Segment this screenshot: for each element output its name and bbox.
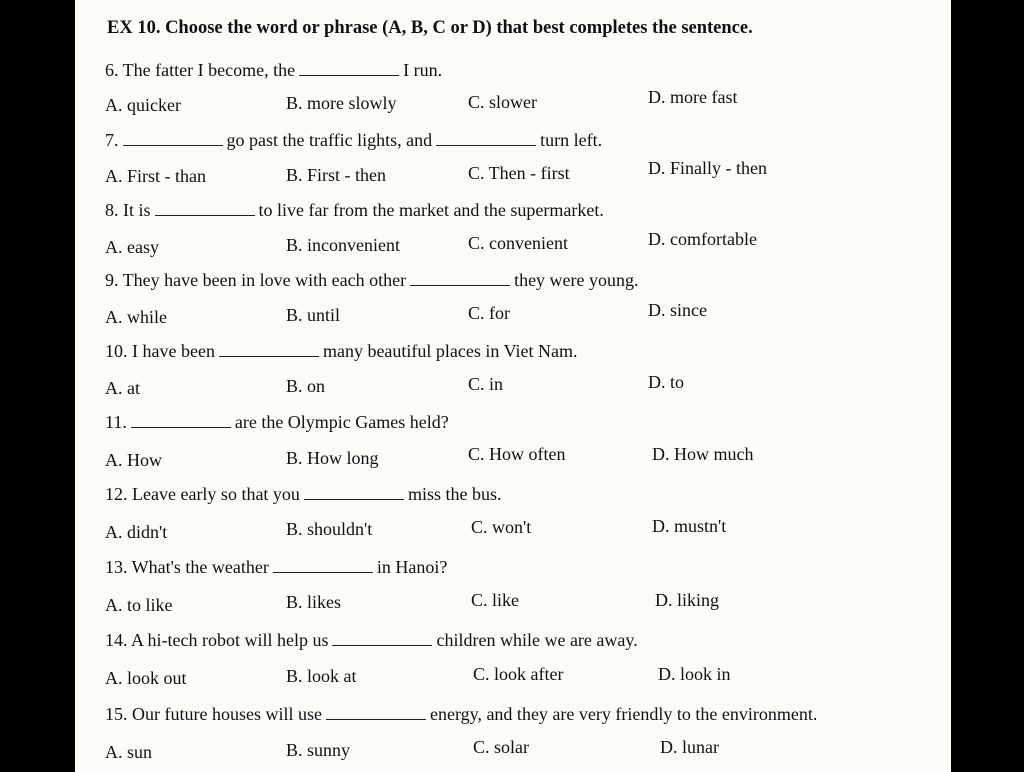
question-text: 14. A hi-tech robot will help us	[105, 630, 329, 650]
question-text: children while we are away.	[436, 630, 638, 650]
option-c: C. How often	[468, 444, 566, 464]
option-d: D. comfortable	[648, 229, 757, 249]
question-13	[105, 557, 447, 578]
option-d: D. liking	[655, 590, 720, 610]
question-10	[105, 341, 577, 362]
answer-blank	[436, 131, 536, 146]
option-c: C. for	[468, 303, 510, 323]
question-6	[105, 60, 442, 81]
question-text: 10. I have been	[105, 341, 215, 361]
question-text: to live far from the market and the supermarket.	[258, 200, 604, 220]
option-a: A. First - than	[105, 166, 206, 186]
option-a: A. at	[105, 378, 140, 398]
option-c: C. in	[468, 374, 504, 394]
option-c: C. look after	[473, 664, 564, 684]
option-d: D. since	[648, 300, 707, 320]
question-text: 6. The fatter I become, the	[105, 60, 296, 80]
answer-blank	[131, 413, 231, 428]
question-text: 9. They have been in love with each other	[105, 270, 407, 290]
option-c: C. solar	[473, 737, 529, 757]
option-d: D. mustn't	[652, 516, 727, 536]
option-a: A. look out	[105, 668, 187, 688]
option-b: B. more slowly	[286, 93, 397, 113]
option-d: D. to	[648, 372, 684, 392]
option-c: C. won't	[471, 517, 532, 537]
answer-blank	[123, 131, 223, 146]
option-d: D. look in	[658, 664, 731, 684]
question-text: are the Olympic Games held?	[234, 412, 449, 432]
option-d: D. Finally - then	[648, 158, 767, 178]
answer-blank	[155, 201, 255, 216]
question-15	[105, 704, 817, 725]
question-text: 15. Our future houses will use	[105, 704, 322, 724]
option-b: B. shouldn't	[286, 519, 373, 539]
question-text: energy, and they are very friendly to the environment.	[429, 704, 818, 724]
question-text: turn left.	[540, 130, 603, 150]
option-a: A. while	[105, 307, 167, 327]
option-d: D. more fast	[648, 87, 738, 107]
option-a: A. sun	[105, 742, 153, 762]
worksheet-page	[75, 0, 951, 772]
answer-blank	[219, 342, 319, 357]
option-a: A. How	[105, 450, 162, 470]
answer-blank	[304, 485, 404, 500]
question-text: miss the bus.	[407, 484, 502, 504]
option-b: B. likes	[286, 592, 342, 612]
question-7	[105, 130, 602, 151]
answer-blank	[332, 631, 432, 646]
question-12	[105, 484, 501, 505]
answer-blank	[273, 558, 373, 573]
option-c: C. convenient	[468, 233, 568, 253]
question-text: 12. Leave early so that you	[105, 484, 300, 504]
question-11	[105, 412, 449, 433]
exercise-title: EX 10. Choose the word or phrase (A, B, C or D) that best completes the sentence.	[107, 18, 753, 38]
option-a: A. to like	[105, 595, 173, 615]
option-d: D. How much	[652, 444, 754, 464]
option-c: C. like	[471, 590, 519, 610]
question-text: many beautiful places in Viet Nam.	[322, 341, 578, 361]
question-9	[105, 270, 639, 291]
option-b: B. until	[286, 305, 341, 325]
question-text: 11.	[105, 412, 127, 432]
option-b: B. sunny	[286, 740, 351, 760]
answer-blank	[326, 705, 426, 720]
answer-blank	[299, 61, 399, 76]
question-text: 13. What's the weather	[105, 557, 269, 577]
question-text: 8. It is	[105, 200, 151, 220]
option-b: B. on	[286, 376, 326, 396]
option-a: A. easy	[105, 237, 159, 257]
answer-blank	[410, 271, 510, 286]
question-text: they were young.	[514, 270, 639, 290]
option-a: A. quicker	[105, 95, 181, 115]
question-text: go past the traffic lights, and	[226, 130, 433, 150]
question-14	[105, 630, 638, 651]
question-8	[105, 200, 604, 221]
question-text: I run.	[403, 60, 443, 80]
option-c: C. slower	[468, 92, 537, 112]
option-c: C. Then - first	[468, 163, 570, 183]
question-text: in Hanoi?	[376, 557, 448, 577]
option-d: D. lunar	[660, 737, 719, 757]
option-a: A. didn't	[105, 522, 168, 542]
option-b: B. First - then	[286, 165, 387, 185]
option-b: B. inconvenient	[286, 235, 400, 255]
option-b: B. How long	[286, 448, 379, 468]
option-b: B. look at	[286, 666, 357, 686]
question-text: 7.	[105, 130, 119, 150]
